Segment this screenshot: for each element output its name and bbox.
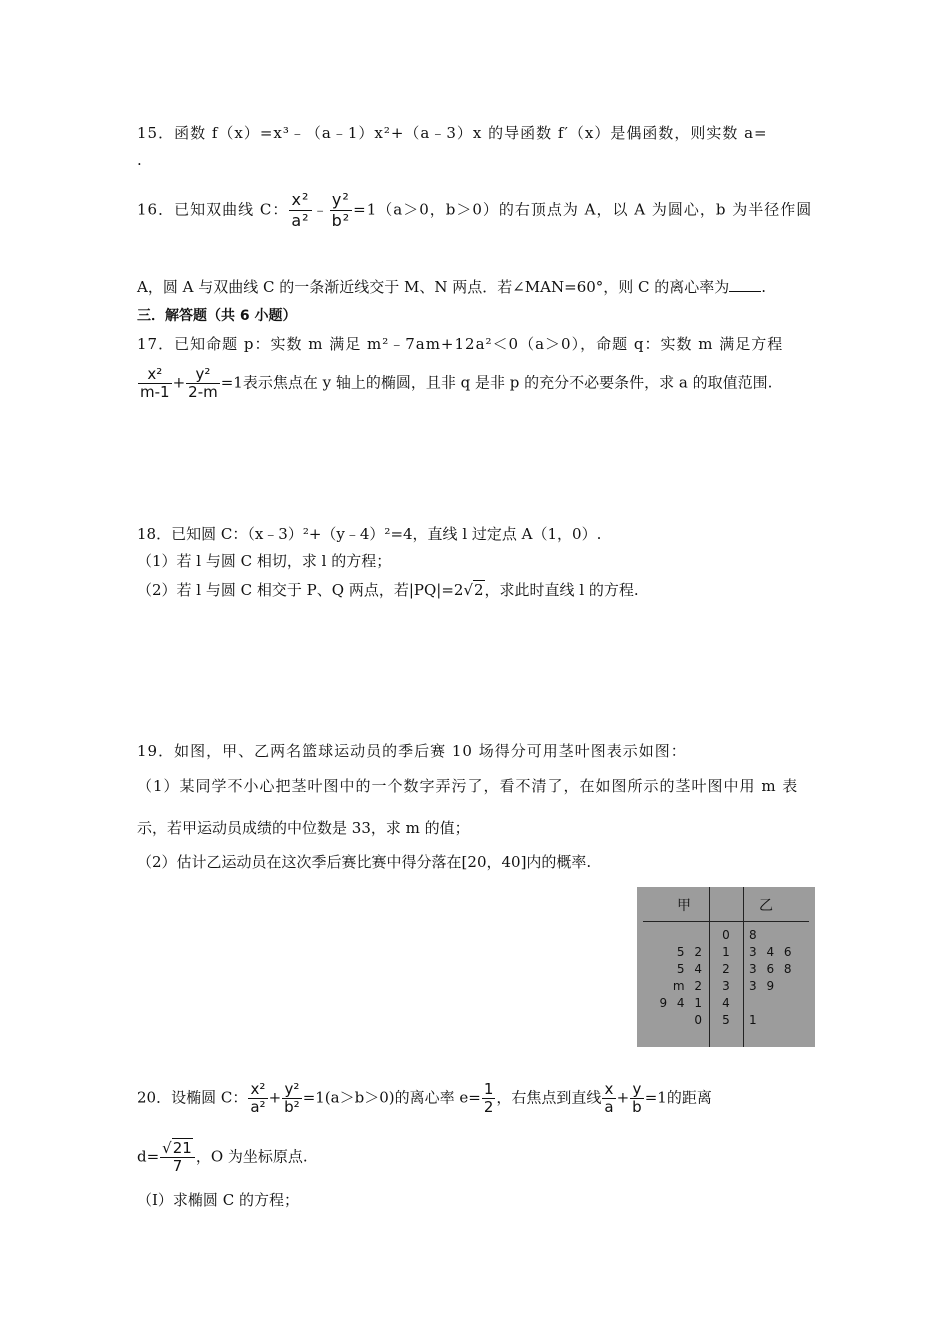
section-heading: 三．解答题（共 6 小题） xyxy=(137,308,297,324)
stem-row xyxy=(637,978,815,994)
q20-d: d= xyxy=(137,1147,160,1166)
q20-frac-xa: $\frac{x}{a}$ xyxy=(604,1080,614,1116)
q18-part2-end: ，求此时直线 l 的方程. xyxy=(484,581,639,599)
stem-value: 1 xyxy=(722,945,730,959)
q17-line1: 17．已知命题 p：实数 m 满足 m²﹣7am+12a²＜0（a＞0），命题 q：实数 m 满足方程 xyxy=(137,335,784,353)
leaf-left: 5 2 xyxy=(676,945,705,959)
q20-e: e= xyxy=(459,1088,481,1107)
q16-end: . xyxy=(761,278,767,296)
q16-line2-text: A，圆 A 与双曲线 C 的一条渐近线交于 M、N 两点．若∠MAN=60°，则 C 的离心率为 xyxy=(137,278,730,296)
leaf-right: 1 xyxy=(749,1013,760,1027)
q16-minus: ﹣ xyxy=(312,200,329,219)
q20-frac-x2-a2: $\frac{\text{x²}}{\text{a²}}$ xyxy=(250,1080,266,1116)
q20-frac-y2-b2: $\frac{\text{y²}}{\text{b²}}$ xyxy=(284,1080,300,1116)
q20-line2-text: ，O 为坐标原点. xyxy=(195,1147,308,1166)
q20-frac-yb: $\frac{y}{b}$ xyxy=(632,1080,642,1116)
q17-frac-2: $\frac{\text{y²}}{2-m}$ xyxy=(188,365,218,401)
stem-row xyxy=(637,927,815,943)
leaf-left: m 2 xyxy=(672,979,705,993)
stem-leaf-plot xyxy=(637,887,815,1047)
stem-value: 2 xyxy=(722,962,730,976)
q17-frac-1: $\frac{\text{x²}}{m-1}$ xyxy=(140,365,170,401)
q20-eq1: =1的距离 xyxy=(644,1088,712,1107)
q19-line1: 19．如图，甲、乙两名篮球运动员的季后赛 10 场得分可用茎叶图表示如图： xyxy=(137,742,687,760)
stem-row xyxy=(637,961,815,977)
q17-eq: =1 xyxy=(220,373,243,392)
leaf-right: 3 9 xyxy=(749,979,778,993)
leaf-right: 3 6 8 xyxy=(749,962,795,976)
q17-line2 xyxy=(137,366,772,401)
leaf-left: 9 4 1 xyxy=(659,996,705,1010)
q20-plus: + xyxy=(268,1088,282,1107)
q15-tail: . xyxy=(137,151,142,169)
leaf-left: 5 4 xyxy=(676,962,705,976)
q18-part1: （1）若 l 与圆 C 相切，求 l 的方程； xyxy=(137,552,392,570)
q20-part1: （Ⅰ）求椭圆 C 的方程； xyxy=(137,1191,299,1209)
q15-text: 15．函数 f（x）=x³﹣（a﹣1）x²+（a﹣3）x 的导函数 f′（x）是偶函数，则实数 a= xyxy=(137,124,768,142)
q20-mid: ，右焦点到直线 xyxy=(496,1088,602,1107)
q16-condition: =1（a＞0，b＞0）的右顶点为 A，以 A 为圆心，b 为半径作圆 xyxy=(353,200,813,219)
stem-row xyxy=(637,995,815,1011)
q16-line2 xyxy=(137,277,766,297)
leaf-left: 0 xyxy=(694,1013,705,1027)
q18-part2 xyxy=(137,580,639,600)
q20-frac-half: $\frac{1}{2}$ xyxy=(483,1080,494,1116)
stem-value: 5 xyxy=(722,1013,730,1027)
q18-line1: 18．已知圆 C：（x﹣3）²+（y﹣4）²=4，直线 l 过定点 A（1，0）. xyxy=(137,525,602,543)
q17-line2-text: 表示焦点在 y 轴上的椭圆，且非 q 是非 p 的充分不必要条件，求 a 的取值范围. xyxy=(242,373,773,392)
header-yi: 乙 xyxy=(759,898,773,914)
stem-row xyxy=(637,1012,815,1028)
stem-value: 4 xyxy=(722,996,730,1010)
q20-prefix: 20．设椭圆 C： xyxy=(137,1088,248,1107)
q16-line1 xyxy=(137,190,812,231)
q20-line1 xyxy=(137,1081,712,1116)
sqrt-21: √21 xyxy=(162,1139,192,1157)
header-divider xyxy=(643,921,809,922)
answer-blank xyxy=(729,277,761,292)
q17-plus: + xyxy=(172,373,186,392)
q16-prefix: 16．已知双曲线 C： xyxy=(137,200,289,219)
q16-frac-y2-b2: $\frac{\text{y²}}{\text{b²}}$ xyxy=(331,190,351,230)
q20-plus-2: + xyxy=(616,1088,630,1107)
sqrt-2: √2 xyxy=(463,581,484,599)
q19-part1a: （1）某同学不小心把茎叶图中的一个数字弄污了，看不清了，在如图所示的茎叶图中用 m 表 xyxy=(137,777,799,795)
leaf-right: 3 4 6 xyxy=(749,945,795,959)
q20-line2 xyxy=(137,1140,308,1175)
header-jia: 甲 xyxy=(677,898,691,914)
stem-value: 0 xyxy=(722,928,730,942)
leaf-right: 8 xyxy=(749,928,760,942)
q20-condition: =1(a＞b＞0)的离心率 xyxy=(302,1088,455,1107)
q19-part2: （2）估计乙运动员在这次季后赛比赛中得分落在[20，40]内的概率. xyxy=(137,853,592,871)
q19-part1b: 示，若甲运动员成绩的中位数是 33，求 m 的值； xyxy=(137,819,470,837)
q18-part2-text: （2）若 l 与圆 C 相交于 P、Q 两点，若|PQ|=2 xyxy=(137,581,464,599)
stem-value: 3 xyxy=(722,979,730,993)
q16-frac-x2-a2: $\frac{\text{x²}}{\text{a²}}$ xyxy=(291,190,310,230)
stem-row xyxy=(637,944,815,960)
q20-frac-d: $\frac{√21}{7}$ xyxy=(160,1140,195,1175)
